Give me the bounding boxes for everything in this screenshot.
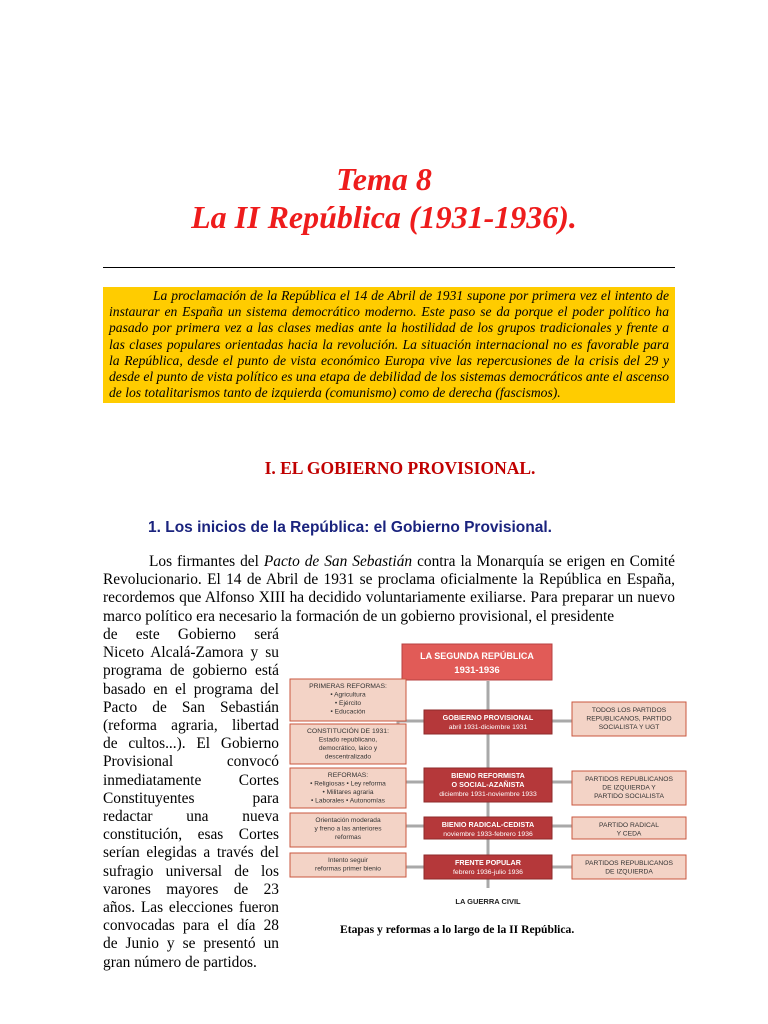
subsection-heading: 1. Los inicios de la República: el Gobierno Provisional. xyxy=(148,519,552,536)
doc-title-line-1: Tema 8 xyxy=(336,161,432,197)
reform-title: CONSTITUCIÓN DE 1931: xyxy=(307,728,389,735)
republic-stages-diagram xyxy=(288,640,688,915)
body-line: Pacto de San Sebastián xyxy=(103,698,279,716)
reform-item: • Agricultura xyxy=(330,691,366,699)
body-line: Niceto Alcalá-Zamora y su xyxy=(103,644,279,662)
party-line: PARTIDO SOCIALISTA xyxy=(594,793,664,800)
party-line: PARTIDO RADICAL xyxy=(599,822,659,829)
reform-title: PRIMERAS REFORMAS: xyxy=(309,683,387,690)
reform-item: • Religiosas • Ley reforma xyxy=(310,780,386,788)
body-line: Constituyentes para xyxy=(103,789,279,807)
party-line: TODOS LOS PARTIDOS xyxy=(591,707,667,714)
party-line: SOCIALISTA Y UGT xyxy=(598,724,660,731)
reform-item: descentralizado xyxy=(324,753,372,761)
party-line: PARTIDOS REPUBLICANOS xyxy=(585,776,673,783)
body-line: programa de gobierno está xyxy=(103,662,279,680)
party-line: DE IZQUIERDA xyxy=(605,868,653,876)
body-line: (reforma agraria, libertad xyxy=(103,717,279,735)
body-line: inmediatamente Cortes xyxy=(103,771,279,789)
diagram-top-title: LA SEGUNDA REPÚBLICA xyxy=(420,651,534,661)
p1-after: contra la Monarquía se erigen en Comité Revolucionario. El 14 de Abril de 1931 se proclama oficialmente la República en España, recordemos que Alfonso XIII ha decidido voluntariamente exiliarse. Para preparar un nuevo marco político era necesario la formación de un gobierno provisional, el presidente xyxy=(103,553,675,625)
diagram-top-years: 1931-1936 xyxy=(454,665,500,676)
reform-item: • Militares agraria xyxy=(322,789,374,796)
body-line: gran número de partidos. xyxy=(103,953,257,971)
stage-dates: febrero 1936-julio 1936 xyxy=(453,869,523,876)
body-line: redactar una nueva xyxy=(103,808,279,826)
civil-war-label: LA GUERRA CIVIL xyxy=(455,897,521,906)
body-line: de Junio y se presentó un xyxy=(103,935,279,953)
reform-item: y freno a las anteriores xyxy=(314,825,382,833)
figure-caption: Etapas y reformas a lo largo de la II República. xyxy=(340,923,575,936)
party-line: DE IZQUIERDA Y xyxy=(602,784,656,792)
stage-title: GOBIERNO PROVISIONAL xyxy=(442,713,534,722)
intro-text: La proclamación de la República el 14 de Abril de 1931 supone por primera vez el intento de instaurar en España un sistema democrático moderno. Este paso se da porque el poder político ha pasado por primera vez a las clases medias ante la hostilidad de los grupos tradicionales y frente a las clases populares orientadas hacia la revolución. La situación internacional no es favorable para la República, desde el punto de vista económico Europa vive las repercusiones de la crisis del 29 y desde el punto de vista político es una etapa de debilidad de los sistemas democráticos ante el ascenso de los totalitarismos tanto de izquierda (comunismo) como de derecha (fascismos). xyxy=(109,288,669,401)
body-line: de cultos...). El Gobierno xyxy=(103,735,279,753)
reform-title: REFORMAS: xyxy=(327,772,369,779)
body-line: Provisional convocó xyxy=(103,753,279,771)
stage-dates: diciembre 1931-noviembre 1933 xyxy=(439,791,537,798)
intro-highlight-box xyxy=(103,287,675,403)
stage-dates: abril 1931-diciembre 1931 xyxy=(448,724,528,731)
reform-item: • Laborales • Autonomías xyxy=(311,797,385,805)
reform-item: Orientación moderada xyxy=(315,817,381,824)
party-line: REPUBLICANOS, PARTIDO xyxy=(586,715,672,723)
stage-title: O SOCIAL-AZAÑISTA xyxy=(451,780,525,789)
party-line: PARTIDOS REPUBLICANOS xyxy=(585,860,673,867)
reform-item: reformas primer bienio xyxy=(315,865,381,873)
body-line: de este Gobierno será xyxy=(103,626,279,643)
body-line: basado en el programa del xyxy=(103,680,279,698)
doc-title-line-2: La II República (1931-1936). xyxy=(191,199,577,235)
body-line: años. Las elecciones fueron xyxy=(103,899,279,917)
stage-title: FRENTE POPULAR xyxy=(455,858,521,867)
body-line: convocadas para el día 28 xyxy=(103,917,279,935)
body-paragraph-2 xyxy=(103,626,279,972)
party-line: Y CEDA xyxy=(616,830,642,838)
reform-item: Intento seguir xyxy=(328,857,368,864)
reform-item: Estado republicano, xyxy=(318,736,378,744)
body-line: varones mayores de 23 xyxy=(103,880,279,898)
p1-before: Los firmantes del xyxy=(149,553,264,570)
stage-dates: noviembre 1933-febrero 1936 xyxy=(443,831,533,838)
reform-item: democrático, laico y xyxy=(318,745,378,752)
stage-title: BIENIO RADICAL-CEDISTA xyxy=(441,820,535,829)
body-paragraph-1 xyxy=(103,553,675,626)
reform-item: • Ejército xyxy=(334,700,362,707)
reform-item: reformas xyxy=(334,834,362,841)
section-heading: I. EL GOBIERNO PROVISIONAL. xyxy=(264,458,536,478)
body-line: constitución, esas Cortes xyxy=(103,826,279,844)
pacto-italic: Pacto de San Sebastián xyxy=(263,553,413,570)
reform-item: • Educación xyxy=(330,708,366,716)
stage-title: BIENIO REFORMISTA xyxy=(451,771,525,780)
title-divider xyxy=(103,267,675,268)
body-line: serían elegidas a través del xyxy=(103,844,279,862)
body-line: sufragio universal de los xyxy=(103,862,279,880)
